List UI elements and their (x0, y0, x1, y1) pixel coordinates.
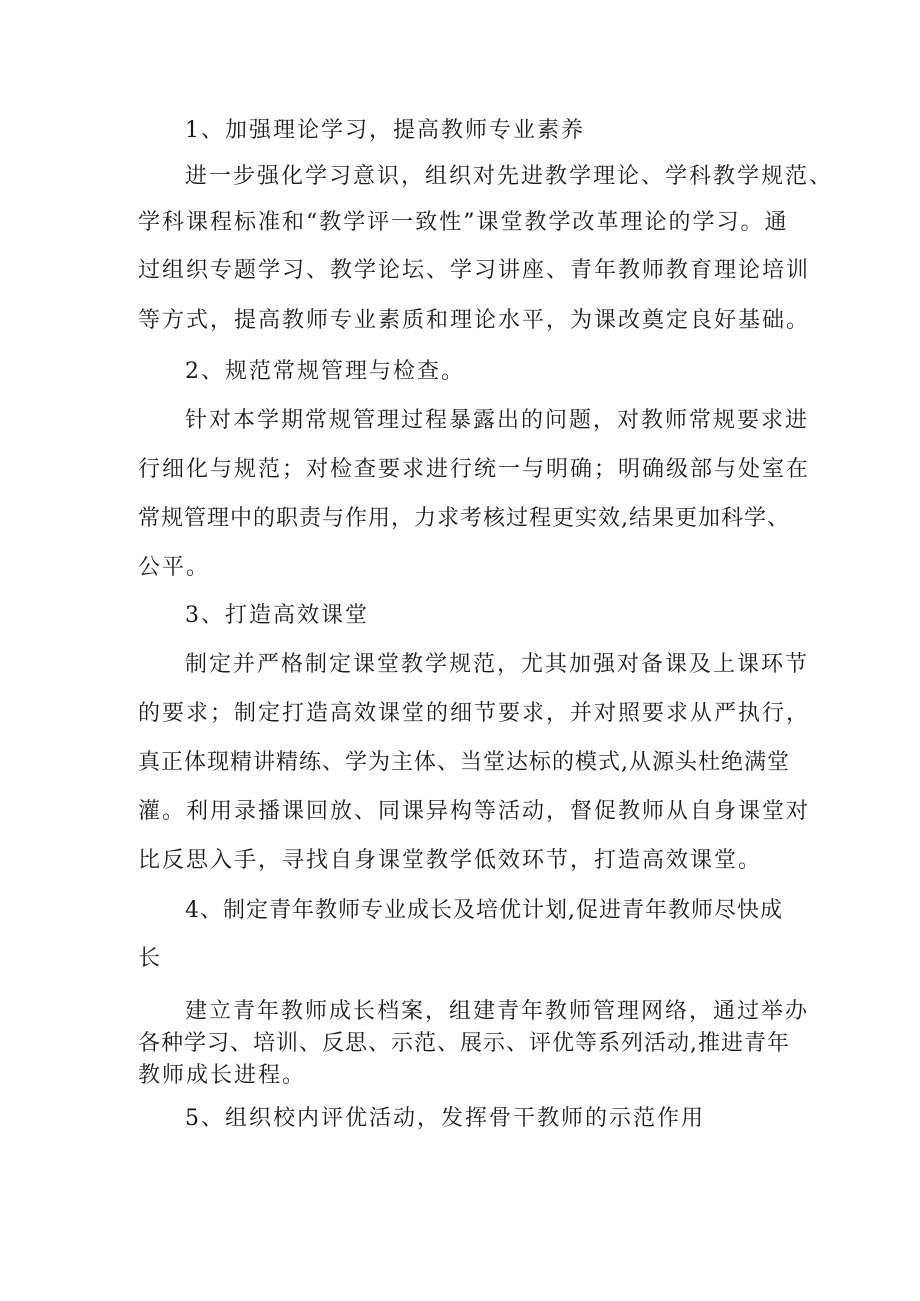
section-3-body-line: 的要求；制定打造高效课堂的细节要求，并对照要求从严执行， (138, 701, 811, 726)
section-3-body-line: 比反思入手，寻找自身课堂教学低效环节，打造高效课堂。 (138, 848, 763, 873)
section-1-heading: 1、加强理论学习，提高教师专业素养 (185, 118, 585, 143)
section-2-body-line: 常规管理中的职责与作用，力求考核过程更实效,结果更加科学、 (138, 506, 790, 531)
section-3-body-line: 制定并严格制定课堂教学规范，尤其加强对备课及上课环节 (185, 652, 810, 677)
section-3-body-line: 真正体现精讲精练、学为主体、当堂达标的模式,从源头杜绝满堂 (138, 750, 790, 775)
section-4-heading: 长 (138, 946, 163, 971)
section-2-body-line: 针对本学期常规管理过程暴露出的问题，对教师常规要求进 (185, 408, 810, 433)
section-1-body-line: 进一步强化学习意识，组织对先进教学理论、学科教学规范、 (185, 164, 834, 189)
section-2-heading: 2、规范常规管理与检查。 (185, 359, 465, 384)
section-5-heading: 5、组织校内评优活动，发挥骨干教师的示范作用 (185, 1106, 705, 1131)
section-3-body-line: 灌。利用录播课回放、同课异构等活动，督促教师从自身课堂对 (138, 799, 811, 824)
section-1-body-line: 学科课程标准和“教学评一致性”课堂教学改革理论的学习。通 (138, 210, 789, 235)
section-2-body-line: 公平。 (138, 555, 211, 580)
section-3-heading: 3、打造高效课堂 (185, 603, 369, 628)
section-4-body-line: 建立青年教师成长档案，组建青年教师管理网络，通过举办 (185, 999, 810, 1024)
section-4-heading: 4、制定青年教师专业成长及培优计划,促进青年教师尽快成 (185, 898, 783, 923)
section-4-body-line: 各种学习、培训、反思、示范、展示、评优等系列活动,推进青年 (138, 1031, 790, 1056)
section-1-body-line: 过组织专题学习、教学论坛、学习讲座、青年教师教育理论培训 (138, 258, 811, 283)
section-2-body-line: 行细化与规范；对检查要求进行统一与明确；明确级部与处室在 (138, 457, 811, 482)
section-1-body-line: 等方式，提高教师专业素质和理论水平，为课改奠定良好基础。 (138, 308, 811, 333)
section-4-body-line: 教师成长进程。 (138, 1063, 307, 1088)
